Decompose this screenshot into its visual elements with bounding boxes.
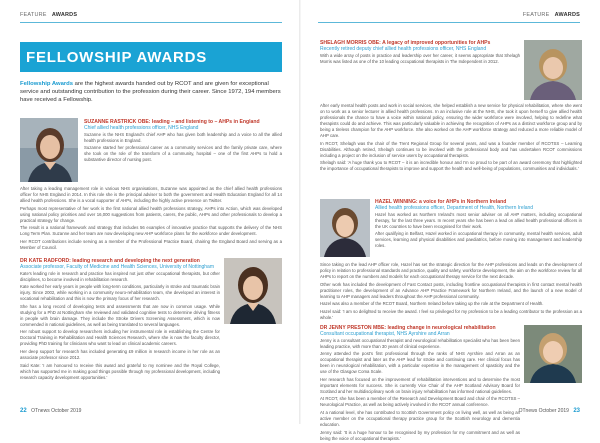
- hazel-body: [375, 212, 582, 250]
- footer-text: OTnews October 2019: [518, 408, 569, 414]
- paragraph: Other work has included the development of Fast Contact posts, including frontline occupational therapists in first contact mental health practitioner roles, the development of an Advance AHP Practice Framework for Northern Ireland, and the launch of a new model of learning to AHP managers and leaders throughout the AHP professional community.: [320, 281, 582, 299]
- shelagh-body: [320, 53, 520, 65]
- hazel-subtitle: Allied health professions officer, Department of Health, Northern Ireland: [375, 205, 534, 212]
- hazel-section: [375, 199, 582, 251]
- paragraph: Hazel has worked as Northern Ireland's most senior adviser on all AHP matters, including occupational therapy, for the last three years. In recent years she has been a lead on allied health professional officers in the UK countries to have been recognised for their work.: [375, 211, 582, 229]
- paragraph: Suzanne started her professional career as a community services and the family private care, where she took on the role of the transform of a community, hospital – one of the first AHPs to hold a substantive director of nursing post.: [84, 145, 282, 163]
- banner-title: FELLOWSHIP AWARDS: [26, 49, 208, 66]
- lead-paragraph: [20, 80, 282, 105]
- shelagh-portrait: [524, 40, 582, 100]
- paragraph: Jenny said: 'It is a huge honour to be recognised by my profession for my commitment and as well as being the voice of occupational therapists.': [320, 429, 520, 441]
- paragraph: Said Kate: 'I am honoured to receive this award and grateful to my nominee and the Royal College, which has supported me in making good things possible through my professional development, including research capacity development opportunities.': [20, 362, 220, 380]
- paragraph: Since taking on the lead AHP officer role, Hazel has set the strategic direction for the AHP professions and leads on the development of policy in relation to professional standards and practice, quality and safety, workforce development, the aim on the workforce review for all AHPs to report on the numbers and models for each occupational therapy service for the next decade.: [320, 262, 582, 279]
- footer-text: OTnews October 2019: [31, 408, 82, 414]
- paragraph: Jenny is a consultant occupational therapist and neurological rehabilitation specialist who has been been leading practice, with more than 30 years of clinical experience.: [320, 337, 520, 349]
- jenny-title: DR JENNY PRESTON MBE: leading change in neurological rehabilitation: [320, 325, 496, 331]
- lead-bold: Fellowship Awards: [20, 81, 74, 87]
- paragraph: She has a long record of developing tests and assessments that are now in common usage. While studying for a PhD at Nottingham she reviewed and validated cognitive tests to determine driving fitness in people with brain damage. They include the Stroke Drivers Screening Assessment, which is now commended in national guidelines, as well as being translated to several languages.: [20, 303, 220, 327]
- paragraph: The result is a national framework and strategy that includes 56 examples of innovative practice that supports the delivery of the NHS Long Term Plan. Suzanne and her team are now developing new AHP workforce plans for the workforce under development.: [20, 225, 282, 237]
- left-page: [0, 0, 300, 424]
- paragraph: Perhaps most representative of her work is the first national allied health professions strategy, AHPs into Action, which was developed using national policy priorities and over 16,000 suggestions from patients, carers, the public, AHPs and other professionals to develop a practical strategy for change.: [20, 205, 282, 223]
- kate-portrait: [224, 258, 282, 324]
- hazel-portrait: [320, 199, 370, 257]
- page-number: 23: [573, 408, 580, 414]
- shelagh-subtitle: Recently retired deputy chief allied health professions officer, NHS England: [320, 46, 487, 53]
- suzanne-body: [84, 132, 282, 164]
- shelagh-section: [320, 40, 520, 66]
- paragraph: After early mental health posts and work in social services, she helped establish a new service for physical rehabilitation, where she went on to work as a senior lecturer in allied health professions. In an inclusive role at the NHS, she took it upon herself to give allied health professionals the chance to have a voice within national policy, ensuring the wider workforce were involved, helping to redefine what therapists could do and achieve. This was particularly valuable in achieving the recognition of AHPs as a distinct workforce group and by being a tireless champion for the AHP workforce. She also worked on the AHP workforce strategy and reduced a more reliable model of AHP care.: [320, 103, 582, 138]
- page-number: 22: [20, 408, 27, 414]
- paragraph: Hazel said: 'I am so delighted to receive the award. I feel so privileged for my profession to be a leading contributor to the profession as a whole.': [320, 308, 582, 320]
- right-page: [300, 0, 600, 441]
- jenny-body: [320, 338, 520, 442]
- paragraph: Her RCOT contributions include serving as a member of the Professional Practice Board, chairing the England Board and serving as a Member of Council.: [20, 238, 282, 250]
- kate-subtitle: Associate professor, Faculty of Medicine and Health Sciences, University of Nottingham: [20, 264, 214, 271]
- running-header: [20, 12, 77, 18]
- paragraph: At RCOT, she has been a member of the Research and Development Board and chair of the RCOTSS – Neurological Practice, as well as being actively involved in the RCOT annual conference.: [320, 396, 520, 408]
- hazel-title: HAZEL WINNING: a voice for AHPs in Northern Ireland: [375, 199, 507, 205]
- suzanne-body-continued: [20, 186, 282, 252]
- suzanne-section: [84, 119, 282, 165]
- paragraph: After qualifying in Belfast, Hazel worked in occupational therapy in community, mental health services, adult services, learning and physical disabilities and paediatrics, before moving into management and leadership roles.: [375, 231, 582, 249]
- paragraph: Her research has focused on the improvement of rehabilitation interventions and to determine the most important elements for success. She is currently Vice Chair of the AHP Scotland Advisory Board for Scotland and her multidisciplinary work on brain injury rehabilitation has informed national guidelines.: [320, 376, 520, 394]
- paragraph: Shelagh said: 'A huge thank you to RCOT – it is an incredible honour and I'm so proud to be part of an award ceremony that highlighted the importance of occupational therapists to improve and support the health and well-being of populations, communities and individuals.': [320, 160, 582, 172]
- runhead-title: AWARDS: [554, 12, 580, 18]
- header-rule: [318, 22, 580, 23]
- paragraph: At a national level, she has contributed to Scottish Government policy on living well, as well as being an active member on the occupational therapy practice group for the Scottish neurology and dementia education.: [320, 409, 520, 427]
- kate-body: [20, 271, 220, 381]
- shelagh-body-continued: [320, 103, 582, 174]
- running-header: [523, 12, 580, 18]
- suzanne-portrait: [20, 118, 78, 182]
- hazel-body-continued: [320, 262, 582, 322]
- paragraph: Hazel was also a member of the RCOT Board, Northern Ireland before taking up the role at the Department of Health.: [320, 301, 544, 307]
- paragraph: Kate worked her early years in people with long-term conditions, particularly in stroke and traumatic brain injury. Since 2002, while working in a community neuro-rehabilitation team, she developed an interest in vocational rehabilitation and this is now the primary focus of her research.: [20, 284, 220, 302]
- runhead-section: FEATURE: [522, 12, 550, 18]
- paragraph: With a wide array of posts in practice and leadership over her career, it seems appropriate that Shelagh Morris was listed as one of the 10 leading occupational therapists in The Independent in 2012.: [320, 52, 520, 64]
- banner: [20, 42, 282, 72]
- paragraph: Kate's leading role in research and practice has inspired not just other occupational therapists, but other disciplines, to become involved in rehabilitation research.: [20, 270, 220, 282]
- page-footer: [519, 408, 580, 414]
- runhead-section: FEATURE: [20, 12, 47, 18]
- jenny-subtitle: Consultant occupational therapist, NHS Ayrshire and Arran: [320, 331, 450, 338]
- jenny-section: [320, 325, 520, 443]
- jenny-portrait: [524, 325, 582, 383]
- paragraph: Her robust support to develop researchers including her instrumental role in establishing the Centre for Doctoral Training in Rehabilitation and Health Sciences Research, where she is now the faculty director, providing PhD training for clinicians who want to lead on clinical academic careers.: [20, 329, 220, 347]
- kate-section: [20, 258, 220, 382]
- runhead-title: AWARDS: [51, 12, 78, 18]
- paragraph: Jenny attended the post's first professional through the ranks of NHS Ayrshire and Arran as an occupational therapist and later as the AHP lead for stroke and continuing care. Her clinical focus has been in neurological rehabilitation, with a particular expertise in the management of spasticity and the use of the Glasgow Coma Scale.: [320, 351, 520, 375]
- kate-title: DR KATE RADFORD: leading research and developing the next generation: [20, 258, 200, 264]
- shelagh-title: SHELAGH MORRIS OBE: A legacy of improved opportunities for AHPs: [320, 40, 491, 46]
- paragraph: After taking a leading management role in various NHS organisations, Suzanne was appointed as the chief allied health professions officer for NHS England in 2014. In this role she is the principal adviser to both the government and Health Education England for all 14 allied health professions. She is a vocal supporter of AHPs, including the highly active presence on Twitter.: [20, 186, 282, 203]
- page-footer: [20, 408, 81, 414]
- header-rule: [20, 22, 282, 23]
- paragraph: Suzanne is the NHS England's chief AHP who has given both leadership and a voice to all the allied health professions in England.: [84, 131, 282, 143]
- lead-rest: are the highest awards handed out by RCOT and are given for exceptional service and outstanding contribution to the profession during their career. Since 1972, 194 members have received a Fellowship.: [20, 81, 281, 104]
- suzanne-subtitle: Chief allied health professions officer, NHS England: [84, 125, 199, 132]
- suzanne-title: SUZANNE RASTRICK OBE: leading – and listening to – AHPs in England: [84, 119, 260, 125]
- paragraph: In RCOT, Shelagh was the chair of the Trent Regional Group for several years, and was a founder member of RCOTSS – Learning Disabilities. Although retired, Shelagh continues to be involved with the professional body and has undertaken RCOT commissions including a project on the inclusion of service users by occupational therapists.: [320, 140, 582, 158]
- paragraph: Her deep support for research has included generating £9 million in research income in her role as an associate professor since 2012.: [20, 348, 220, 360]
